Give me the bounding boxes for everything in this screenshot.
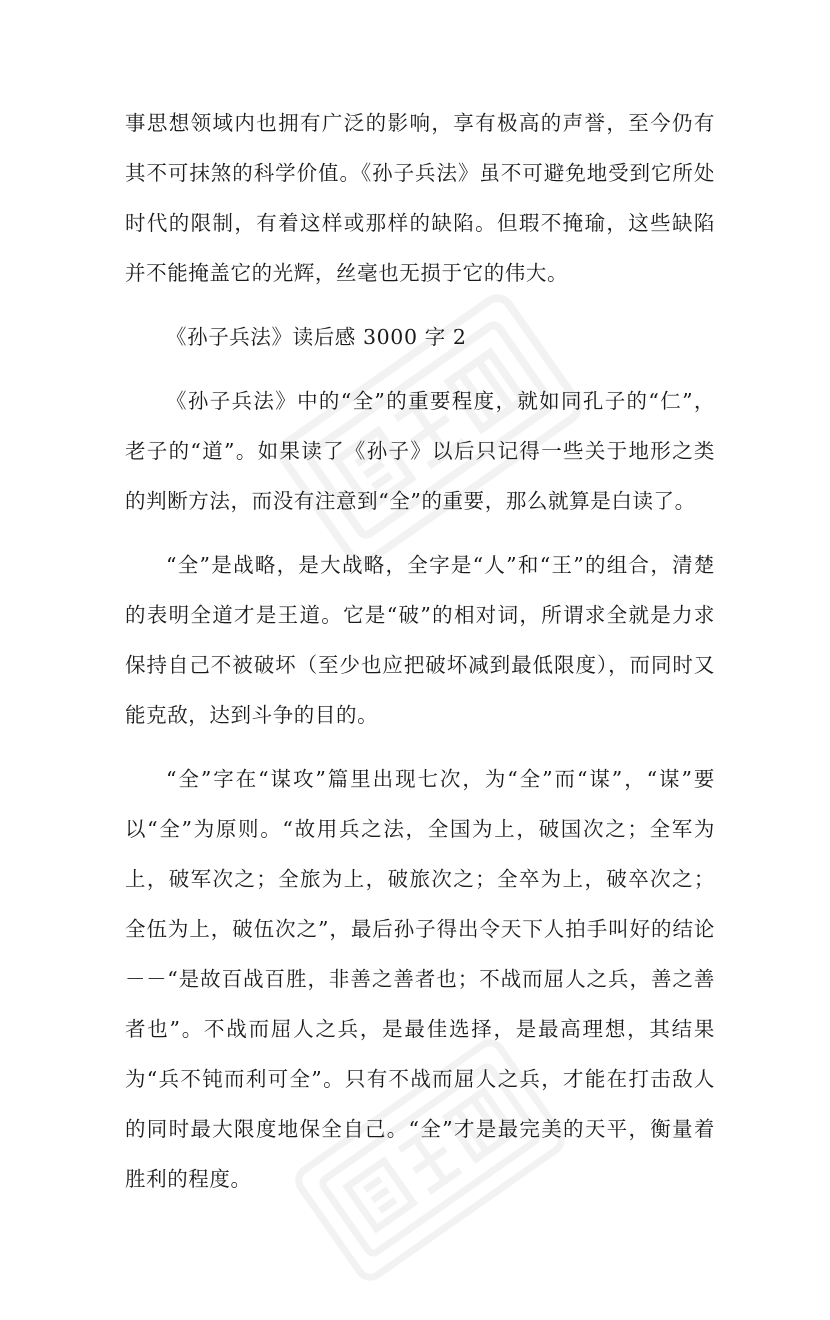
section-heading: 《孙子兵法》读后感 3000 字 2 bbox=[166, 325, 467, 349]
paragraph: “全”是战略，是大战略，全字是“人”和“王”的组合，清楚的表明全道才是王道。它是“破”的相对词，所谓求全就是力求保持自己不被破坏（至少也应把破坏减到最低限度），而同时又能克敌，达到斗争的目的。 bbox=[125, 553, 715, 727]
document-body bbox=[125, 98, 715, 1204]
paragraph: “全”字在“谋攻”篇里出现七次，为“全”而“谋”，“谋”要以“全”为原则。“故用兵之法，全国为上，破国次之；全军为上，破军次之；全旅为上，破旅次之；全卒为上，破卒次之；全伍为上，破伍次之”，最后孙子得出令天下人拍手叫好的结论－－“是故百战百胜，非善之善者也；不战而屈人之兵，善之善者也”。不战而屈人之兵，是最佳选择，是最高理想，其结果为“兵不钝而利可全”。只有不战而屈人之兵，才能在打击敌人的同时最大限度地保全自己。“全”才是最完美的天平，衡量着胜利的程度。 bbox=[125, 767, 715, 1191]
paragraph: 《孙子兵法》中的“全”的重要程度，就如同孔子的“仁”，老子的“道”。如果读了《孙子》以后只记得一些关于地形之类的判断方法，而没有注意到“全”的重要，那么就算是白读了。 bbox=[125, 389, 715, 513]
paragraph-continuation: 事思想领域内也拥有广泛的影响，享有极高的声誉，至今仍有其不可抹煞的科学价值。《孙子兵法》虽不可避免地受到它所处时代的限制，有着这样或那样的缺陷。但瑕不掩瑜，这些缺陷并不能掩盖它的光辉，丝毫也无损于它的伟大。 bbox=[125, 111, 715, 285]
